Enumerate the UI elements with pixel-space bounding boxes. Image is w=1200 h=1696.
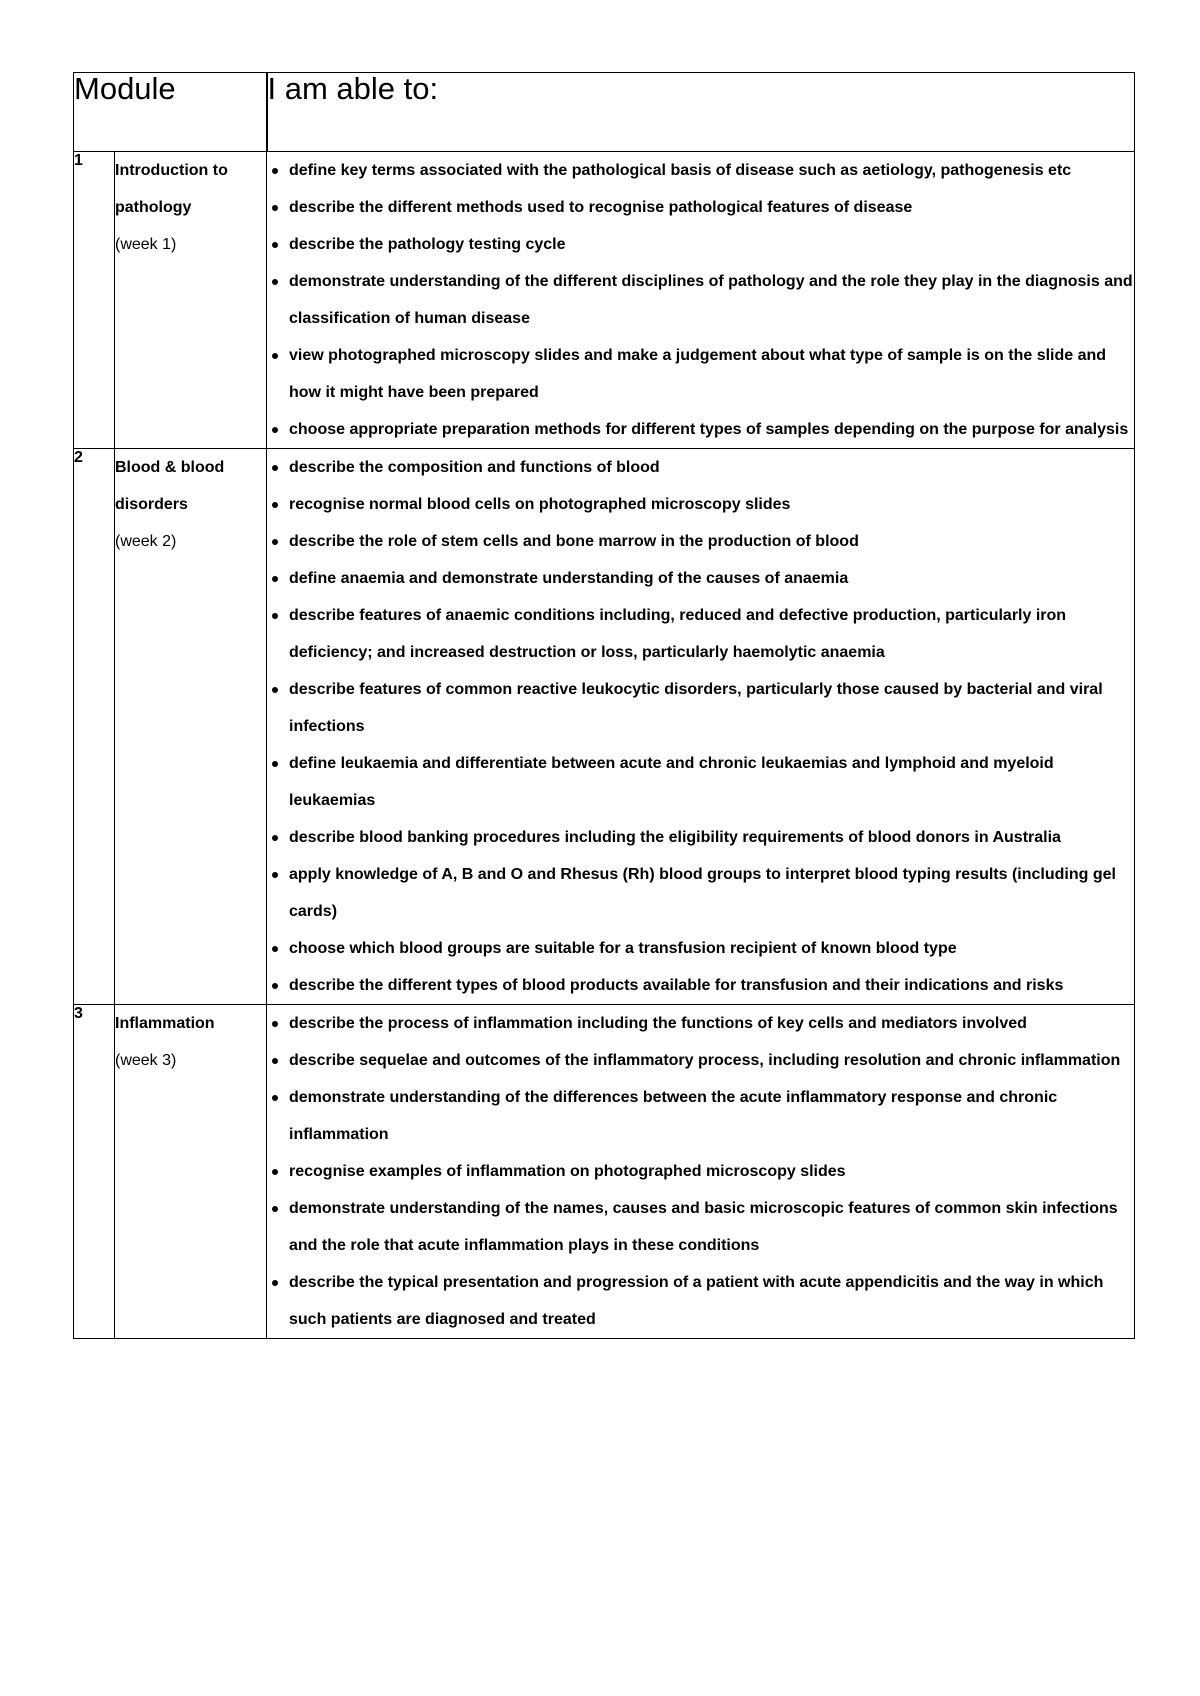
module-row-1 xyxy=(74,152,1135,449)
list-item: demonstrate understanding of the names, causes and basic microscopic features of common skin infections and the role that acute inflammation plays in these conditions xyxy=(267,1190,1134,1264)
outcomes-list xyxy=(267,152,1134,448)
module-name-cell xyxy=(115,449,267,1005)
list-item: describe the role of stem cells and bone marrow in the production of blood xyxy=(267,523,1134,560)
module-number: 3 xyxy=(74,1005,115,1339)
module-outcomes-cell xyxy=(267,152,1135,449)
module-week: (week 1) xyxy=(115,236,177,253)
list-item: apply knowledge of A, B and O and Rhesus (Rh) blood groups to interpret blood typing results (including gel cards) xyxy=(267,856,1134,930)
outcomes-list xyxy=(267,449,1134,1004)
list-item: describe the process of inflammation including the functions of key cells and mediators involved xyxy=(267,1005,1134,1042)
module-week: (week 3) xyxy=(115,1052,177,1069)
module-row-3 xyxy=(74,1005,1135,1339)
outcomes-list xyxy=(267,1005,1134,1338)
list-item: recognise normal blood cells on photographed microscopy slides xyxy=(267,486,1134,523)
learning-outcomes-table xyxy=(73,72,1135,1339)
module-name: Inflammation xyxy=(115,1015,215,1032)
document-page xyxy=(73,72,1135,1339)
list-item: define anaemia and demonstrate understanding of the causes of anaemia xyxy=(267,560,1134,597)
list-item: choose appropriate preparation methods for different types of samples depending on the purpose for analysis xyxy=(267,411,1134,448)
module-number: 2 xyxy=(74,449,115,1005)
list-item: describe the pathology testing cycle xyxy=(267,226,1134,263)
list-item: choose which blood groups are suitable for a transfusion recipient of known blood type xyxy=(267,930,1134,967)
list-item: describe blood banking procedures including the eligibility requirements of blood donors in Australia xyxy=(267,819,1134,856)
module-week: (week 2) xyxy=(115,533,177,550)
list-item: define leukaemia and differentiate between acute and chronic leukaemias and lymphoid and myeloid leukaemias xyxy=(267,745,1134,819)
list-item: describe features of common reactive leukocytic disorders, particularly those caused by bacterial and viral infections xyxy=(267,671,1134,745)
module-outcomes-cell xyxy=(267,449,1135,1005)
module-number: 1 xyxy=(74,152,115,449)
list-item: demonstrate understanding of the differences between the acute inflammatory response and chronic inflammation xyxy=(267,1079,1134,1153)
list-item: describe sequelae and outcomes of the inflammatory process, including resolution and chronic inflammation xyxy=(267,1042,1134,1079)
list-item: describe the typical presentation and progression of a patient with acute appendicitis and the way in which such patients are diagnosed and treated xyxy=(267,1264,1134,1338)
list-item: describe features of anaemic conditions including, reduced and defective production, particularly iron deficiency; and increased destruction or loss, particularly haemolytic anaemia xyxy=(267,597,1134,671)
list-item: describe the composition and functions of blood xyxy=(267,449,1134,486)
list-item: view photographed microscopy slides and make a judgement about what type of sample is on the slide and how it might have been prepared xyxy=(267,337,1134,411)
list-item: describe the different types of blood products available for transfusion and their indications and risks xyxy=(267,967,1134,1004)
module-name: Introduction to pathology xyxy=(115,162,228,216)
list-item: recognise examples of inflammation on photographed microscopy slides xyxy=(267,1153,1134,1190)
module-outcomes-cell xyxy=(267,1005,1135,1339)
table-header-row xyxy=(74,73,1135,152)
module-row-2 xyxy=(74,449,1135,1005)
module-name-cell xyxy=(115,1005,267,1339)
list-item: define key terms associated with the pathological basis of disease such as aetiology, pathogenesis etc xyxy=(267,152,1134,189)
outcomes-column-header: I am able to: xyxy=(267,73,1135,152)
module-name-cell xyxy=(115,152,267,449)
module-column-header: Module xyxy=(74,73,267,152)
list-item: demonstrate understanding of the different disciplines of pathology and the role they play in the diagnosis and classification of human disease xyxy=(267,263,1134,337)
module-name: Blood & blood disorders xyxy=(115,459,225,513)
list-item: describe the different methods used to recognise pathological features of disease xyxy=(267,189,1134,226)
